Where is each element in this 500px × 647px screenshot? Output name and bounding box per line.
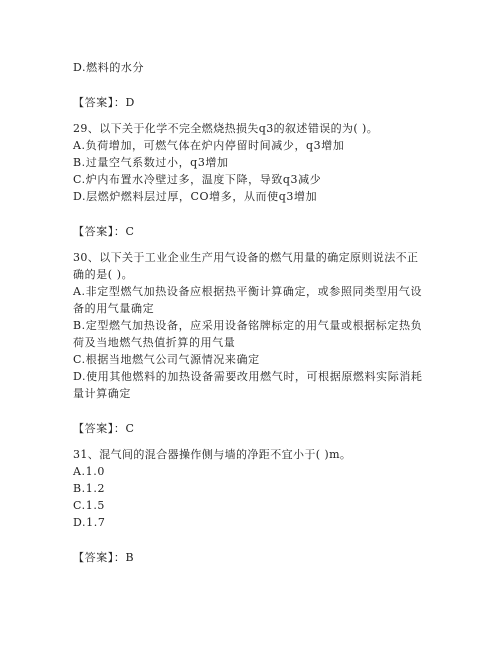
question-30-option-d-continued: 量计算确定 xyxy=(73,387,131,400)
question-31-option-a: A.1.0 xyxy=(73,465,105,478)
question-29-option-d: D.层燃炉燃料层过厚，CO增多，从而使q3增加 xyxy=(73,190,318,203)
question-30-option-d: D.使用其他燃料的加热设备需要改用燃气时，可根据原燃料实际消耗 xyxy=(73,370,423,383)
question-29-option-b: B.过量空气系数过小，q3增加 xyxy=(73,156,229,169)
question-30-option-b: B.定型燃气加热设备，应采用设备铭牌标定的用气量或根据标定热负 xyxy=(73,319,423,332)
question-31-option-b: B.1.2 xyxy=(73,482,106,495)
answer-line: 【答案】：D xyxy=(73,96,135,109)
question-30-stem: 30、以下关于工业企业生产用气设备的燃气用量的确定原则说法不正 xyxy=(73,251,419,264)
question-30-option-b-continued: 荷及当地燃气热值折算的用气量 xyxy=(73,336,236,349)
question-30-stem-continued: 确的是( )。 xyxy=(73,268,134,281)
question-30-option-c: C.根据当地燃气公司气源情况来确定 xyxy=(73,353,260,366)
question-31-stem: 31、混气间的混合器操作侧与墙的净距不宜小于( )m。 xyxy=(73,448,352,461)
question-29-option-c: C.炉内布置水冷壁过多，温度下降，导致q3减少 xyxy=(73,173,322,186)
question-30-option-a: A.非定型燃气加热设备应根据热平衡计算确定，或参照同类型用气设 xyxy=(73,285,423,298)
question-29-stem: 29、以下关于化学不完全燃烧热损失q3的叙述错误的为( )。 xyxy=(73,122,379,135)
option-d-line: D.燃料的水分 xyxy=(73,61,145,74)
answer-line: 【答案】：C xyxy=(73,225,135,238)
question-30-option-a-continued: 备的用气量确定 xyxy=(73,302,155,315)
question-31-option-d: D.1.7 xyxy=(73,516,106,529)
question-31-option-c: C.1.5 xyxy=(73,499,106,512)
question-29-option-a: A.负荷增加，可燃气体在炉内停留时间减少，q3增加 xyxy=(73,139,345,152)
answer-line: 【答案】：C xyxy=(73,422,135,435)
answer-line: 【答案】：B xyxy=(73,551,135,564)
